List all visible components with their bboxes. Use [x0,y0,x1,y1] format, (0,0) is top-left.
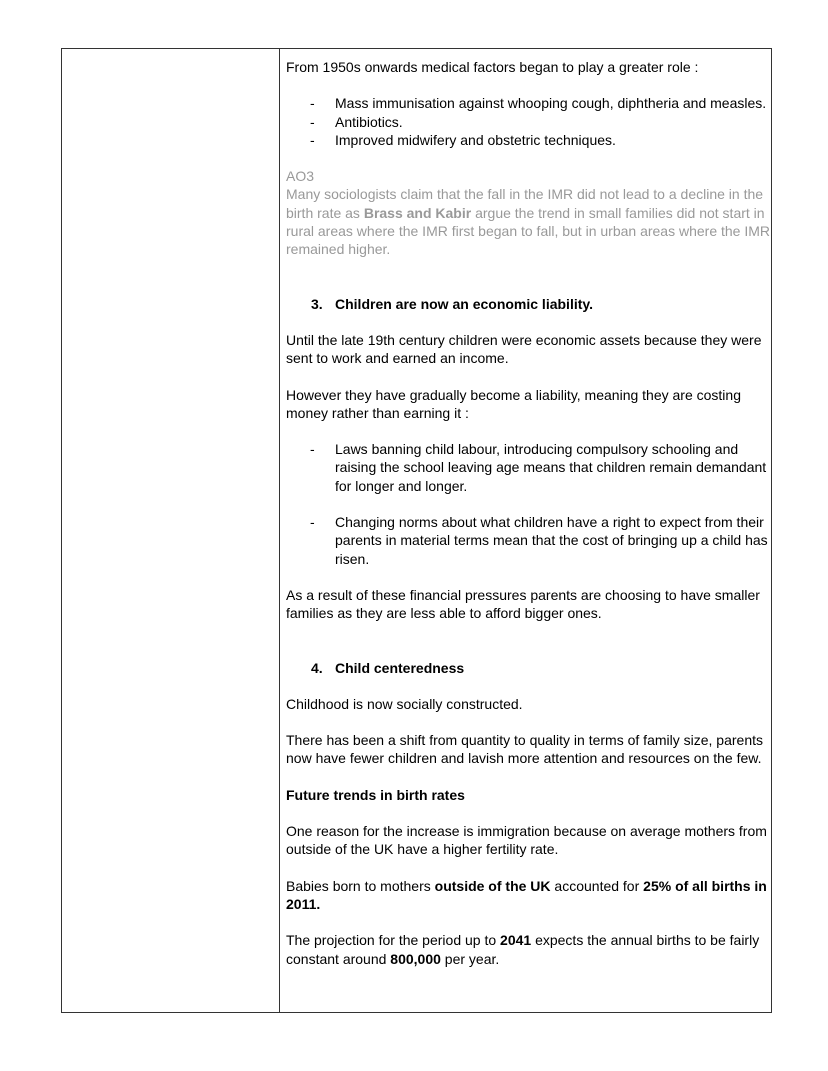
future-para-2: Babies born to mothers outside of the UK accounted for 25% of all births in 2011. [286,877,767,912]
section-4-para-1: Childhood is now socially constructed. [286,695,523,712]
list-item: - Laws banning child labour, introducing compulsory schooling and raising the school leaving age means that children remain demandant for longer and longer. [310,441,767,494]
section-3-para-1: Until the late 19th century children were economic assets because they were sent to work and earned an income. [286,331,762,367]
section-3-para-2: However they have gradually become a liability, meaning they are costing money rather than earning it : [286,386,741,421]
ao3-block [286,167,770,258]
list-item: - Changing norms about what children have a right to expect from their parents in material terms mean that the cost of bringing up a child has risen. [310,514,768,567]
content-cell [286,58,770,968]
notes-table [61,48,772,1013]
medical-intro: From 1950s onwards medical factors began to play a greater role : [286,59,699,75]
section-4-para-2: There has been a shift from quantity to quality in terms of family size, parents now have fewer children and lavish more attention and resources on the few. [286,732,763,767]
future-para-3: The projection for the period up to 2041 expects the annual births to be fairly constant around 800,000 per year. [286,932,760,967]
list-item: - Mass immunisation against whooping cough, diphtheria and measles. [310,95,767,112]
list-item: - Antibiotics. [310,113,403,130]
section-3-heading: 3. Children are now an economic liability. [311,295,594,312]
ao3-text: Many sociologists claim that the fall in the IMR did not lead to a decline in the birth rate as Brass and Kabir argue the trend in small families did not start in rural areas where the IMR first began to fall, but in urban areas where the IMR remained higher. [286,186,771,258]
column-divider [279,49,280,1012]
ao3-label: AO3 [286,168,315,185]
section-4-heading: 4. Child centeredness [311,659,465,676]
section-3-para-3: As a result of these financial pressures parents are choosing to have smaller families as they are less able to afford bigger ones. [286,586,760,622]
future-heading: Future trends in birth rates [286,786,465,803]
list-item: - Improved midwifery and obstetric techniques. [310,131,616,148]
future-para-1: One reason for the increase is immigration because on average mothers from outside of the UK have a higher fertility rate. [286,823,767,858]
